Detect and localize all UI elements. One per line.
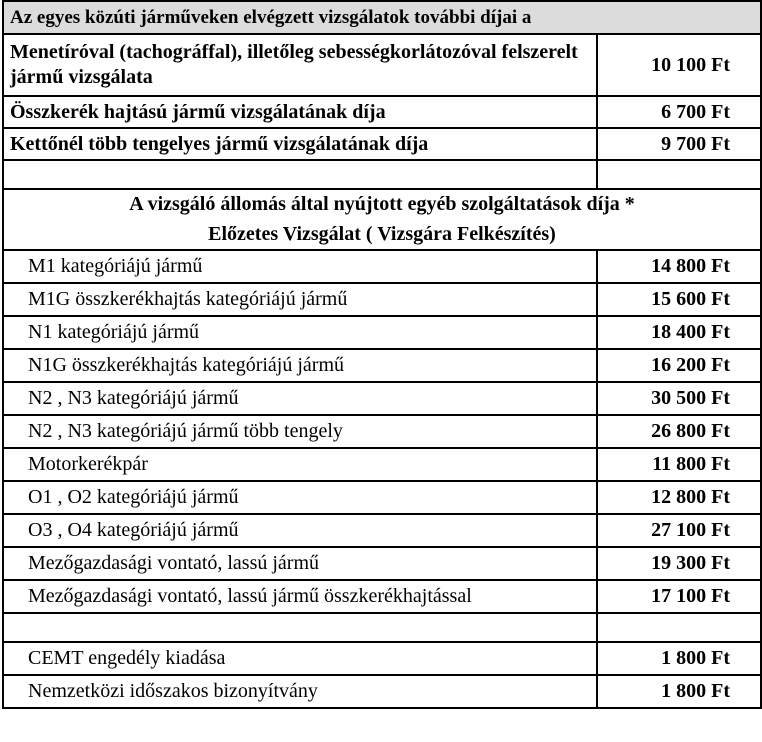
service-label: N2 , N3 kategóriájú jármű több tengely	[3, 415, 597, 448]
service-price: 14 800 Ft	[597, 250, 761, 283]
spacer-row	[3, 613, 761, 642]
service-row	[3, 283, 761, 316]
price-table	[2, 0, 762, 709]
service-price: 30 500 Ft	[597, 382, 761, 415]
table-title-row	[3, 1, 761, 34]
other-service-price: 1 800 Ft	[597, 675, 761, 708]
service-price: 27 100 Ft	[597, 514, 761, 547]
extra-fee-label: Összkerék hajtású jármű vizsgálatának díja	[3, 96, 597, 128]
service-price: 26 800 Ft	[597, 415, 761, 448]
service-label: M1G összkerékhajtás kategóriájú jármű	[3, 283, 597, 316]
spacer-cell	[3, 160, 597, 189]
service-label: Mezőgazdasági vontató, lassú jármű összkerékhajtással	[3, 580, 597, 613]
service-price: 19 300 Ft	[597, 547, 761, 580]
services-heading: A vizsgáló állomás által nyújtott egyéb szolgáltatások díja *	[3, 189, 761, 219]
service-row	[3, 382, 761, 415]
service-price: 17 100 Ft	[597, 580, 761, 613]
spacer-row	[3, 160, 761, 189]
spacer-cell	[597, 160, 761, 189]
service-row	[3, 415, 761, 448]
other-service-row	[3, 675, 761, 708]
service-row	[3, 547, 761, 580]
service-label: Mezőgazdasági vontató, lassú jármű	[3, 547, 597, 580]
extra-fee-label: Kettőnél több tengelyes jármű vizsgálatának díja	[3, 128, 597, 160]
service-row	[3, 580, 761, 613]
service-price: 15 600 Ft	[597, 283, 761, 316]
service-price: 11 800 Ft	[597, 448, 761, 481]
service-row	[3, 514, 761, 547]
extra-fee-price: 6 700 Ft	[597, 96, 761, 128]
service-row	[3, 250, 761, 283]
service-row	[3, 316, 761, 349]
services-subheading: Előzetes Vizsgálat ( Vizsgára Felkészítés)	[3, 219, 761, 250]
extra-fee-label: Menetíróval (tachográffal), illetőleg sebességkorlátozóval felszerelt jármű vizsgálata	[3, 34, 597, 96]
service-row	[3, 349, 761, 382]
service-row	[3, 448, 761, 481]
service-label: N1G összkerékhajtás kategóriájú jármű	[3, 349, 597, 382]
price-list	[2, 0, 760, 709]
other-service-label: Nemzetközi időszakos bizonyítvány	[3, 675, 597, 708]
extra-fee-price: 9 700 Ft	[597, 128, 761, 160]
service-label: O3 , O4 kategóriájú jármű	[3, 514, 597, 547]
service-label: Motorkerékpár	[3, 448, 597, 481]
services-heading-row	[3, 189, 761, 219]
extra-fee-price: 10 100 Ft	[597, 34, 761, 96]
service-label: O1 , O2 kategóriájú jármű	[3, 481, 597, 514]
service-label: N1 kategóriájú jármű	[3, 316, 597, 349]
service-label: N2 , N3 kategóriájú jármű	[3, 382, 597, 415]
table-title: Az egyes közúti járműveken elvégzett vizsgálatok további díjai a	[3, 1, 761, 34]
service-price: 18 400 Ft	[597, 316, 761, 349]
services-subheading-row	[3, 219, 761, 250]
service-price: 16 200 Ft	[597, 349, 761, 382]
other-service-price: 1 800 Ft	[597, 642, 761, 675]
other-service-row	[3, 642, 761, 675]
service-row	[3, 481, 761, 514]
spacer-cell	[3, 613, 597, 642]
extra-fee-row	[3, 128, 761, 160]
extra-fee-row	[3, 96, 761, 128]
extra-fee-row	[3, 34, 761, 96]
service-label: M1 kategóriájú jármű	[3, 250, 597, 283]
service-price: 12 800 Ft	[597, 481, 761, 514]
spacer-cell	[597, 613, 761, 642]
other-service-label: CEMT engedély kiadása	[3, 642, 597, 675]
